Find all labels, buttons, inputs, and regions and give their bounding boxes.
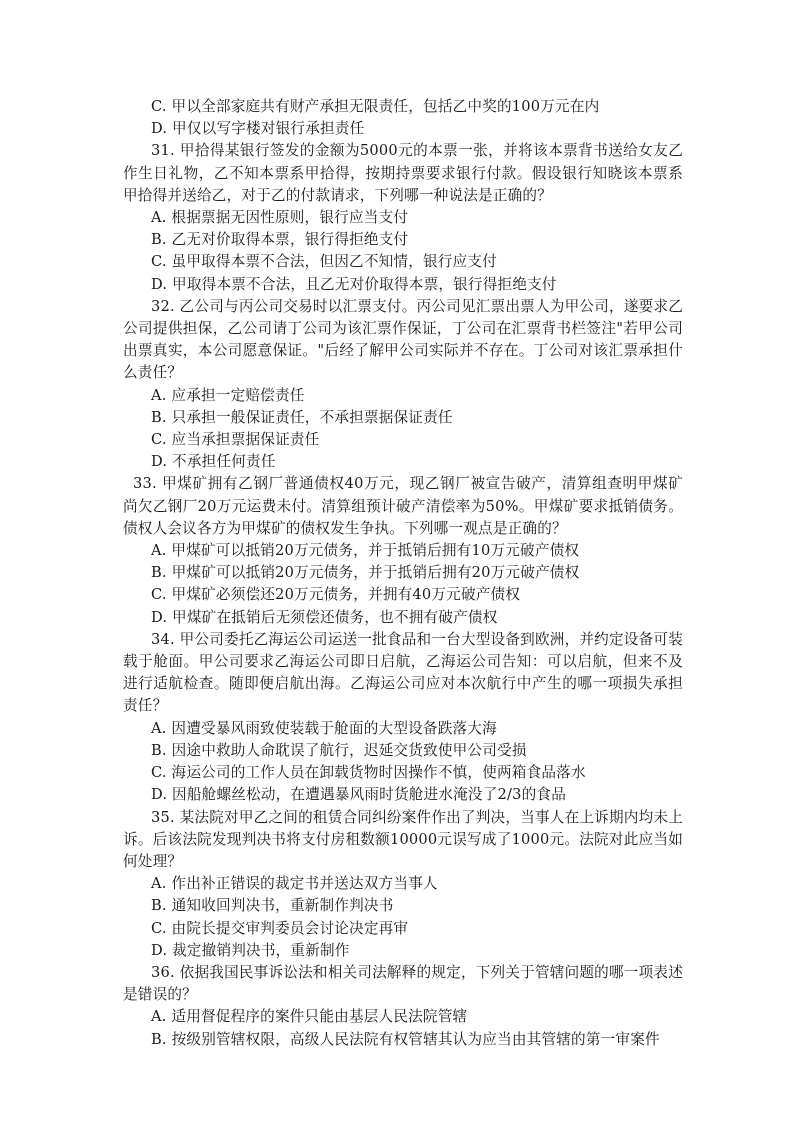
question-32-stem: 32. 乙公司与丙公司交易时以汇票支付。丙公司见汇票出票人为甲公司，遂要求乙公司提供担保，乙公司请丁公司为该汇票作保证，丁公司在汇票背书栏签注"若甲公司出票真实，本公司愿意保证。"后经了解甲公司实际并不存在。丁公司对该汇票承担什么责任？ <box>123 297 683 382</box>
question-34-option-a: A. 因遭受暴风雨致使装载于舱面的大型设备跌落大海 <box>151 719 497 737</box>
question-36-stem: 36. 依据我国民事诉讼法和相关司法解释的规定，下列关于管辖问题的哪一项表述是错误的？ <box>123 963 683 1004</box>
question-35-option-a: A. 作出补正错误的裁定书并送达双方当事人 <box>151 875 438 893</box>
question-33-option-b: B. 甲煤矿可以抵销20万元债务，并于抵销后拥有20万元破产债权 <box>151 564 580 582</box>
question-33-stem: 33. 甲煤矿拥有乙钢厂普通债权40万元，现乙钢厂被宣告破产，清算组查明甲煤矿尚欠乙钢厂20万元运费未付。清算组预计破产清偿率为50%。甲煤矿要求抵销债务。债权人会议各方为甲煤矿的债权发生争执。下列哪一观点是正确的？ <box>123 475 683 537</box>
question-31-stem: 31. 甲拾得某银行签发的金额为5000元的本票一张，并将该本票背书送给女友乙作生日礼物，乙不知本票系甲拾得，按期持票要求银行付款。假设银行知晓该本票系甲拾得并送给乙，对于乙的付款请求，下列哪一种说法是正确的？ <box>123 142 683 204</box>
question-31-option-c: C. 虽甲取得本票不合法，但因乙不知情，银行应支付 <box>151 253 497 271</box>
question-32-option-b: B. 只承担一般保证责任，不承担票据保证责任 <box>151 408 453 426</box>
question-34-stem: 34. 甲公司委托乙海运公司运送一批食品和一台大型设备到欧洲，并约定设备可装载于舱面。甲公司要求乙海运公司即日启航，乙海运公司告知：可以启航，但来不及进行适航检查。随即便启航出海。乙海运公司应对本次航行中产生的哪一项损失承担责任？ <box>123 630 683 715</box>
question-35-option-d: D. 裁定撤销判决书，重新制作 <box>151 941 350 959</box>
prev-option-d: D. 甲仅以写字楼对银行承担责任 <box>151 120 365 138</box>
question-31-option-b: B. 乙无对价取得本票，银行得拒绝支付 <box>151 231 409 249</box>
question-36-option-a: A. 适用督促程序的案件只能由基层人民法院管辖 <box>151 1008 468 1026</box>
question-35-stem: 35. 某法院对甲乙之间的租赁合同纠纷案件作出了判决，当事人在上诉期内均未上诉。后该法院发现判决书将支付房租数额10000元误写成了1000元。法院对此应当如何处理？ <box>123 808 683 870</box>
question-33-option-a: A. 甲煤矿可以抵销20万元债务，并于抵销后拥有10万元破产债权 <box>151 542 580 560</box>
prev-option-c: C. 甲以全部家庭共有财产承担无限责任，包括乙中奖的100万元在内 <box>151 98 600 115</box>
question-31-option-d: D. 甲取得本票不合法，且乙无对价取得本票，银行得拒绝支付 <box>151 275 557 293</box>
question-34-option-d: D. 因船舱螺丝松动，在遭遇暴风雨时货舱进水淹没了2/3的食品 <box>151 786 566 804</box>
document-body <box>123 96 683 1051</box>
question-34-option-c: C. 海运公司的工作人员在卸载货物时因操作不慎，使两箱食品落水 <box>151 764 586 782</box>
question-33-option-d: D. 甲煤矿在抵销后无须偿还债务，也不拥有破产债权 <box>151 608 498 626</box>
question-36-option-b: B. 按级别管辖权限，高级人民法院有权管辖其认为应当由其管辖的第一审案件 <box>151 1030 660 1048</box>
question-35-option-c: C. 由院长提交审判委员会讨论决定再审 <box>151 919 409 937</box>
question-33-option-c: C. 甲煤矿必须偿还20万元债务，并拥有40万元破产债权 <box>151 586 521 604</box>
question-31-option-a: A. 根据票据无因性原则，银行应当支付 <box>151 209 409 227</box>
question-32-option-d: D. 不承担任何责任 <box>151 453 276 471</box>
question-32-option-c: C. 应当承担票据保证责任 <box>151 431 320 449</box>
question-35-option-b: B. 通知收回判决书，重新制作判决书 <box>151 897 394 915</box>
question-32-option-a: A. 应承担一定赔偿责任 <box>151 386 305 404</box>
question-34-option-b: B. 因途中救助人命耽误了航行，迟延交货致使甲公司受损 <box>151 741 527 759</box>
